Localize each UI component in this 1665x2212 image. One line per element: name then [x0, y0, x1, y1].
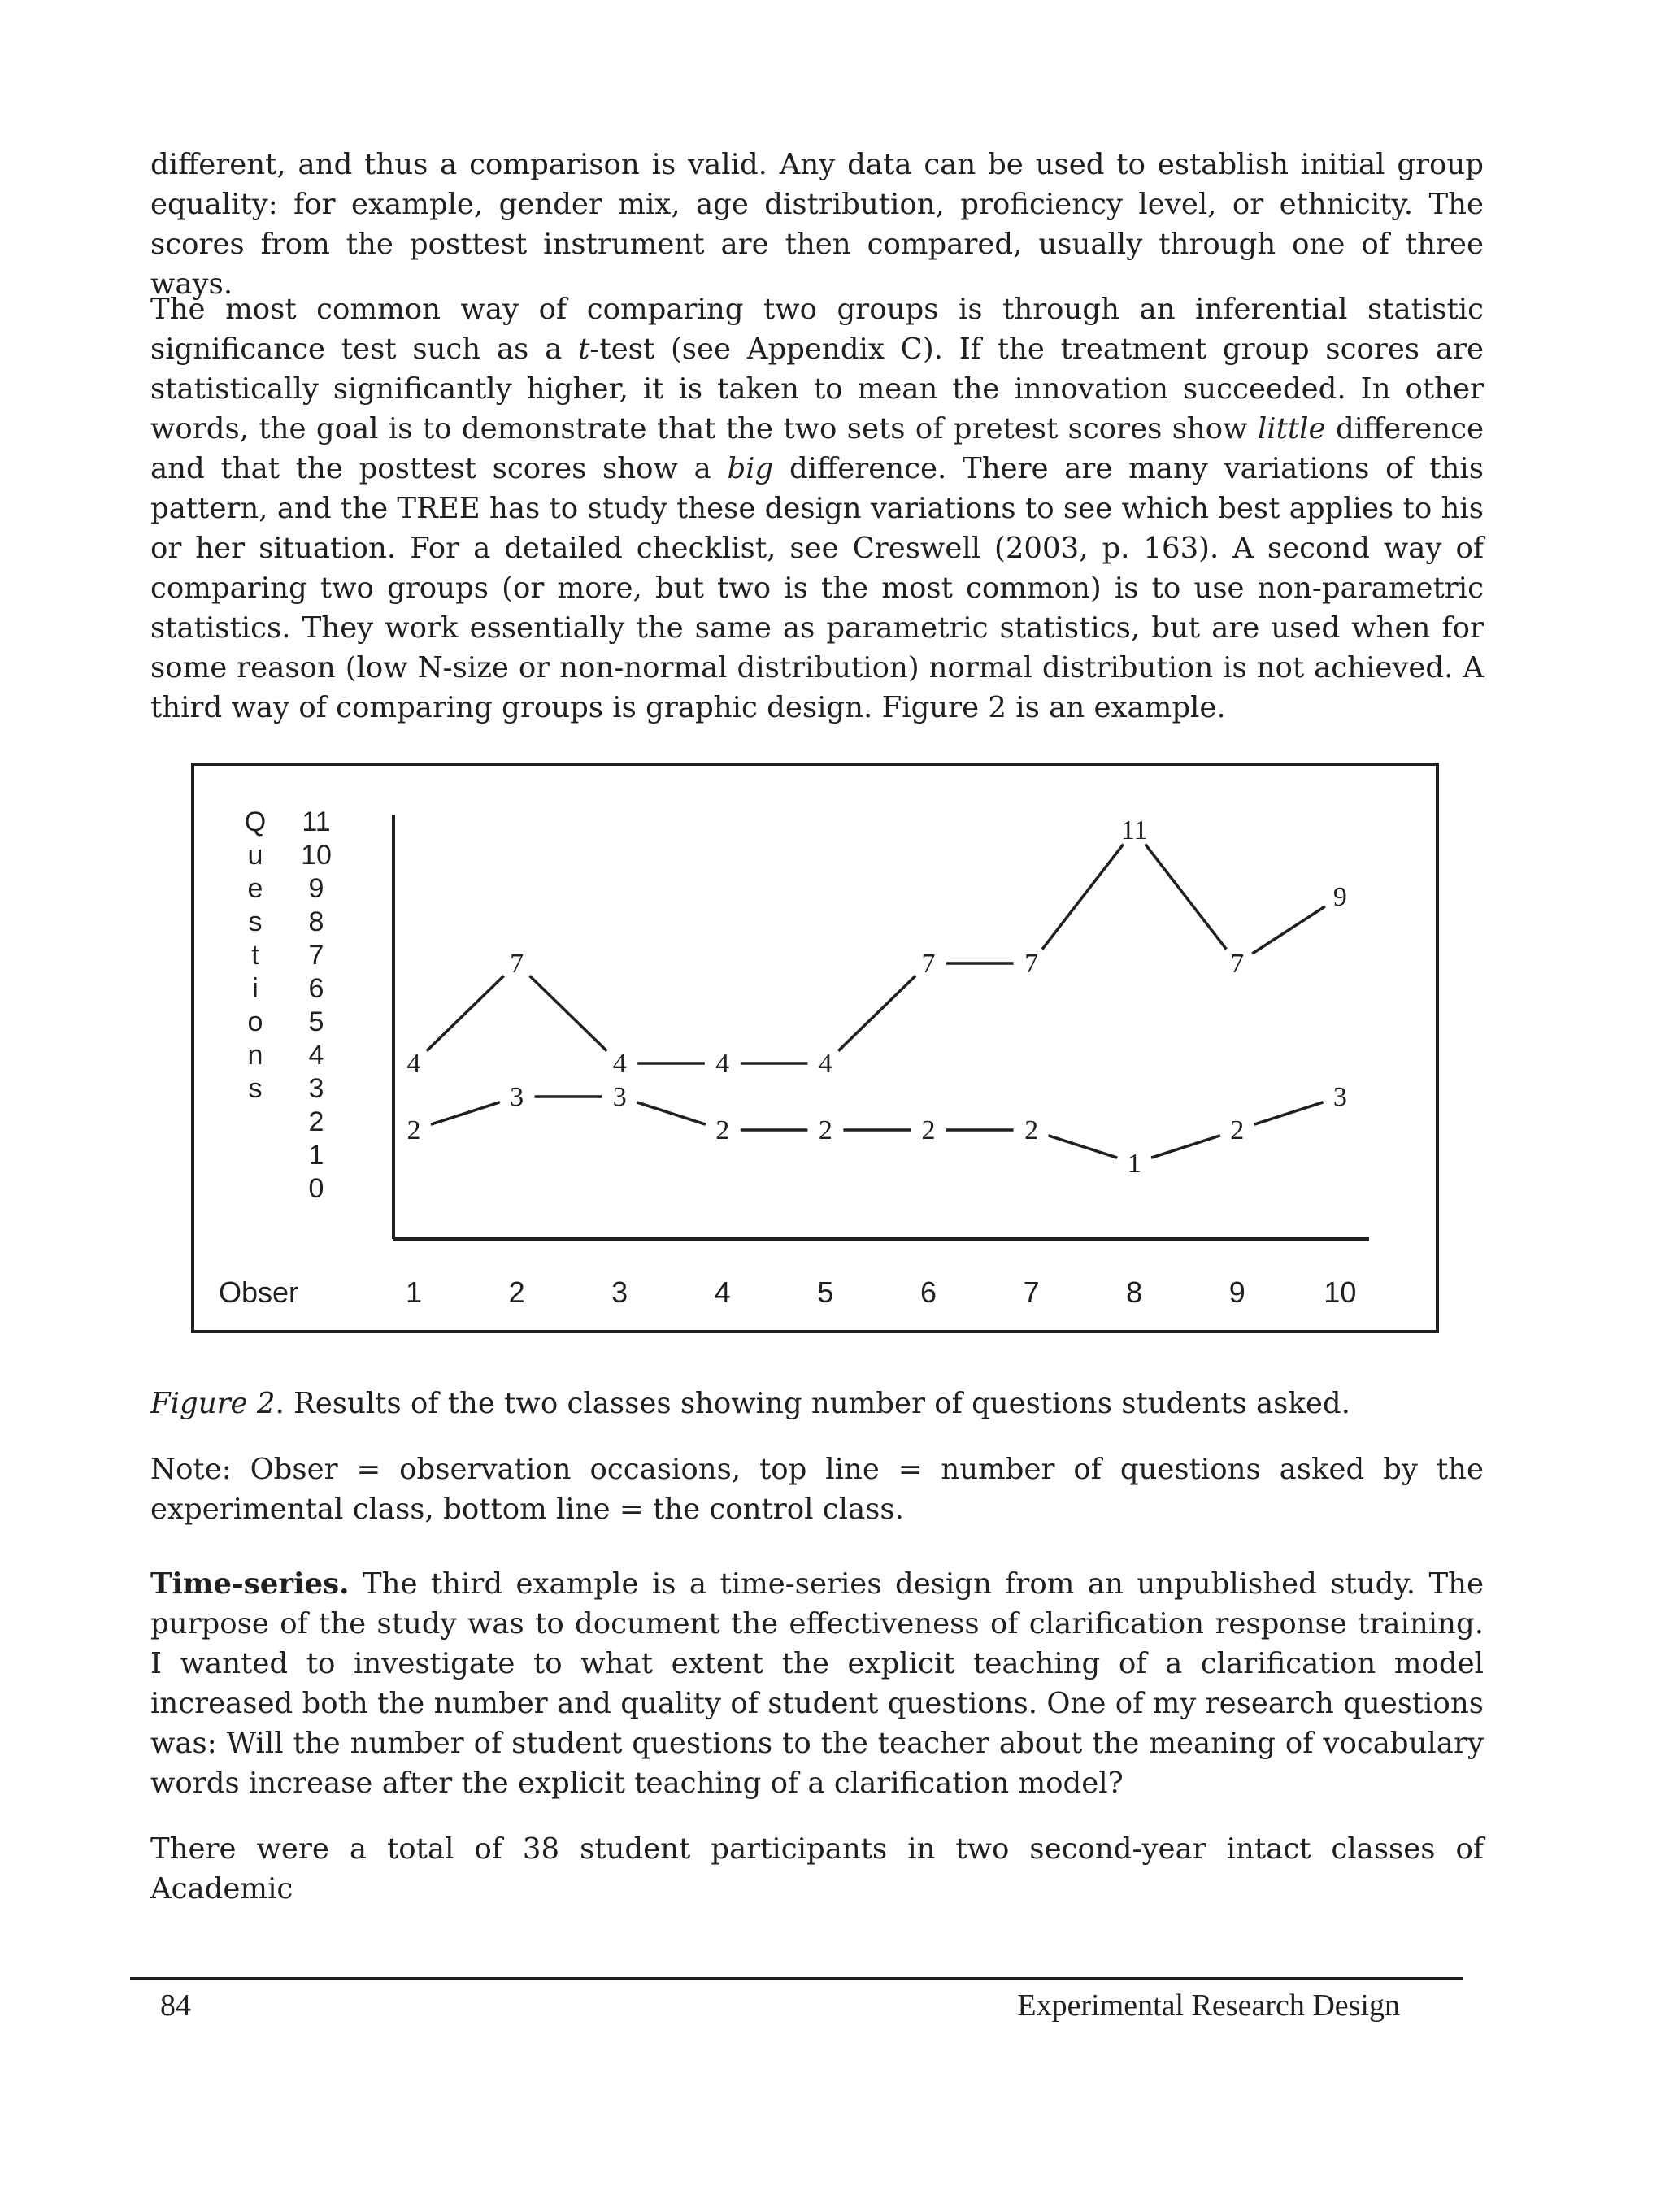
x-tick-label: 1 — [405, 1275, 423, 1309]
caption-text: . Results of the two classes showing number of questions students asked. — [275, 1387, 1350, 1420]
paragraph-participants — [150, 1829, 1484, 1909]
figure-note-text: Note: Obser = observation occasions, top line = number of questions asked by the experimental class, bottom line = the control class. — [150, 1453, 1484, 1526]
control-series-segment — [1151, 1136, 1220, 1158]
time-series-heading: Time-series. — [150, 1567, 350, 1601]
y-tick-label: 11 — [302, 806, 331, 837]
y-tick-label: 5 — [308, 1006, 324, 1037]
experimental-series-segment — [1252, 906, 1325, 954]
y-tick-label: 2 — [308, 1106, 324, 1137]
experimental-series-segment — [1042, 844, 1124, 949]
y-axis-label-letter: o — [247, 1006, 263, 1037]
figure-caption — [150, 1384, 1484, 1423]
figure-note — [150, 1449, 1484, 1529]
y-tick-label: 4 — [308, 1040, 324, 1071]
y-tick-label: 7 — [308, 940, 324, 971]
control-data-label: 2 — [715, 1115, 730, 1145]
experimental-data-label: 7 — [1024, 949, 1039, 979]
y-tick-label: 0 — [308, 1173, 324, 1204]
control-data-label: 2 — [1230, 1115, 1245, 1145]
x-axis-label: Obser — [219, 1275, 299, 1309]
line-chart — [194, 766, 1436, 1330]
p2-part-a: The most common way of comparing two groups is through an inferential statistic significance test such as a — [150, 293, 1484, 366]
y-axis-label-letter: e — [247, 873, 263, 904]
big-italic: big — [727, 452, 774, 485]
y-axis-label-letter: i — [252, 973, 259, 1004]
page-number: 84 — [160, 1988, 191, 2023]
experimental-series-segment — [427, 976, 504, 1050]
experimental-data-label: 9 — [1332, 882, 1347, 912]
x-tick-label: 6 — [919, 1275, 937, 1309]
experimental-data-label: 7 — [1230, 949, 1245, 979]
paragraph-intro-text: different, and thus a comparison is valid. Any data can be used to establish initial group equality: for example, gender mix, age distribution, proficiency level, or ethnicity. The scores from the posttest instrument are then compared, usually through one of three ways. — [150, 148, 1484, 301]
control-data-label: 2 — [921, 1115, 936, 1145]
x-tick-label: 3 — [611, 1275, 628, 1309]
experimental-data-label: 4 — [406, 1049, 421, 1079]
paragraph-time-series — [150, 1564, 1484, 1803]
x-tick-label: 4 — [714, 1275, 731, 1309]
y-axis-label-letter: t — [251, 940, 259, 971]
control-series-segment — [1049, 1136, 1118, 1158]
experimental-data-label: 11 — [1120, 815, 1148, 845]
control-series-segment — [637, 1102, 706, 1124]
y-tick-label: 8 — [308, 906, 324, 937]
p2-part-b: -test (see Appendix C). If the treatment group scores are statistically significantly higher, it is taken to mean the innovation succeeded. In other words, the goal is to demonstrate that the two sets of pretest scores show — [150, 332, 1484, 445]
experimental-data-label: 4 — [715, 1049, 730, 1079]
experimental-series-segment — [529, 976, 606, 1050]
control-data-label: 3 — [510, 1082, 524, 1112]
y-tick-label: 9 — [308, 873, 324, 904]
x-tick-label: 7 — [1023, 1275, 1040, 1309]
experimental-series-segment — [1146, 844, 1227, 949]
control-data-label: 2 — [406, 1115, 421, 1145]
experimental-data-label: 4 — [612, 1049, 627, 1079]
p2-part-d: difference. There are many variations of this pattern, and the TREE has to study these design variations to see which best applies to his or her situation. For a detailed checklist, see Creswell (2003, p. 163). A second way of comparing two groups (or more, but two is the most common) is to use non-parametric statistics. They work essentially the same as parametric statistics, but are used when for some reason (low N-size or non-normal distribution) normal distribution is not achieved. A third way of comparing groups is graphic design. Figure 2 is an example. — [150, 452, 1484, 724]
y-tick-label: 10 — [301, 840, 332, 871]
p2-part-c: difference and that the posttest scores show a — [150, 412, 1484, 485]
y-tick-label: 1 — [308, 1140, 324, 1171]
caption-label: Figure 2 — [150, 1387, 276, 1420]
y-axis-label-letter: s — [248, 906, 263, 937]
control-data-label: 3 — [612, 1082, 627, 1112]
y-axis-label-letter: Q — [244, 806, 267, 837]
y-tick-label: 6 — [308, 973, 324, 1004]
t-italic: t — [578, 332, 590, 366]
y-axis-label-letter: n — [247, 1040, 263, 1071]
footer-rule — [130, 1977, 1463, 1980]
x-tick-label: 2 — [508, 1275, 525, 1309]
y-axis-label-letter: s — [248, 1073, 263, 1104]
x-tick-label: 5 — [817, 1275, 834, 1309]
x-tick-label: 10 — [1324, 1275, 1357, 1309]
figure-2-chart — [191, 763, 1439, 1333]
control-series-segment — [1254, 1102, 1324, 1124]
experimental-data-label: 7 — [921, 949, 936, 979]
control-series-segment — [431, 1102, 500, 1124]
experimental-data-label: 7 — [510, 949, 524, 979]
control-data-label: 2 — [1024, 1115, 1039, 1145]
running-title: Experimental Research Design — [1017, 1988, 1400, 2023]
paragraph-participants-text: There were a total of 38 student participants in two second-year intact classes of Academic — [150, 1832, 1484, 1906]
paragraph-intro — [150, 145, 1484, 304]
little-italic: little — [1257, 412, 1326, 445]
time-series-body: The third example is a time-series design from an unpublished study. The purpose of the study was to document the effectiveness of clarification response training. I wanted to investigate to what extent the explicit teaching of a clarification model increased both the number and quality of student questions. One of my research questions was: Will the number of student questions to the teacher about the meaning of vocabulary words increase after the explicit teaching of a clarification model? — [150, 1567, 1484, 1800]
experimental-series-segment — [838, 976, 915, 1050]
control-data-label: 1 — [1127, 1149, 1141, 1179]
control-data-label: 3 — [1332, 1082, 1347, 1112]
y-axis-label-letter: u — [247, 840, 263, 871]
y-tick-label: 3 — [308, 1073, 324, 1104]
experimental-data-label: 4 — [818, 1049, 832, 1079]
x-tick-label: 8 — [1126, 1275, 1143, 1309]
control-data-label: 2 — [818, 1115, 832, 1145]
x-tick-label: 9 — [1228, 1275, 1245, 1309]
paragraph-comparison — [150, 289, 1484, 728]
